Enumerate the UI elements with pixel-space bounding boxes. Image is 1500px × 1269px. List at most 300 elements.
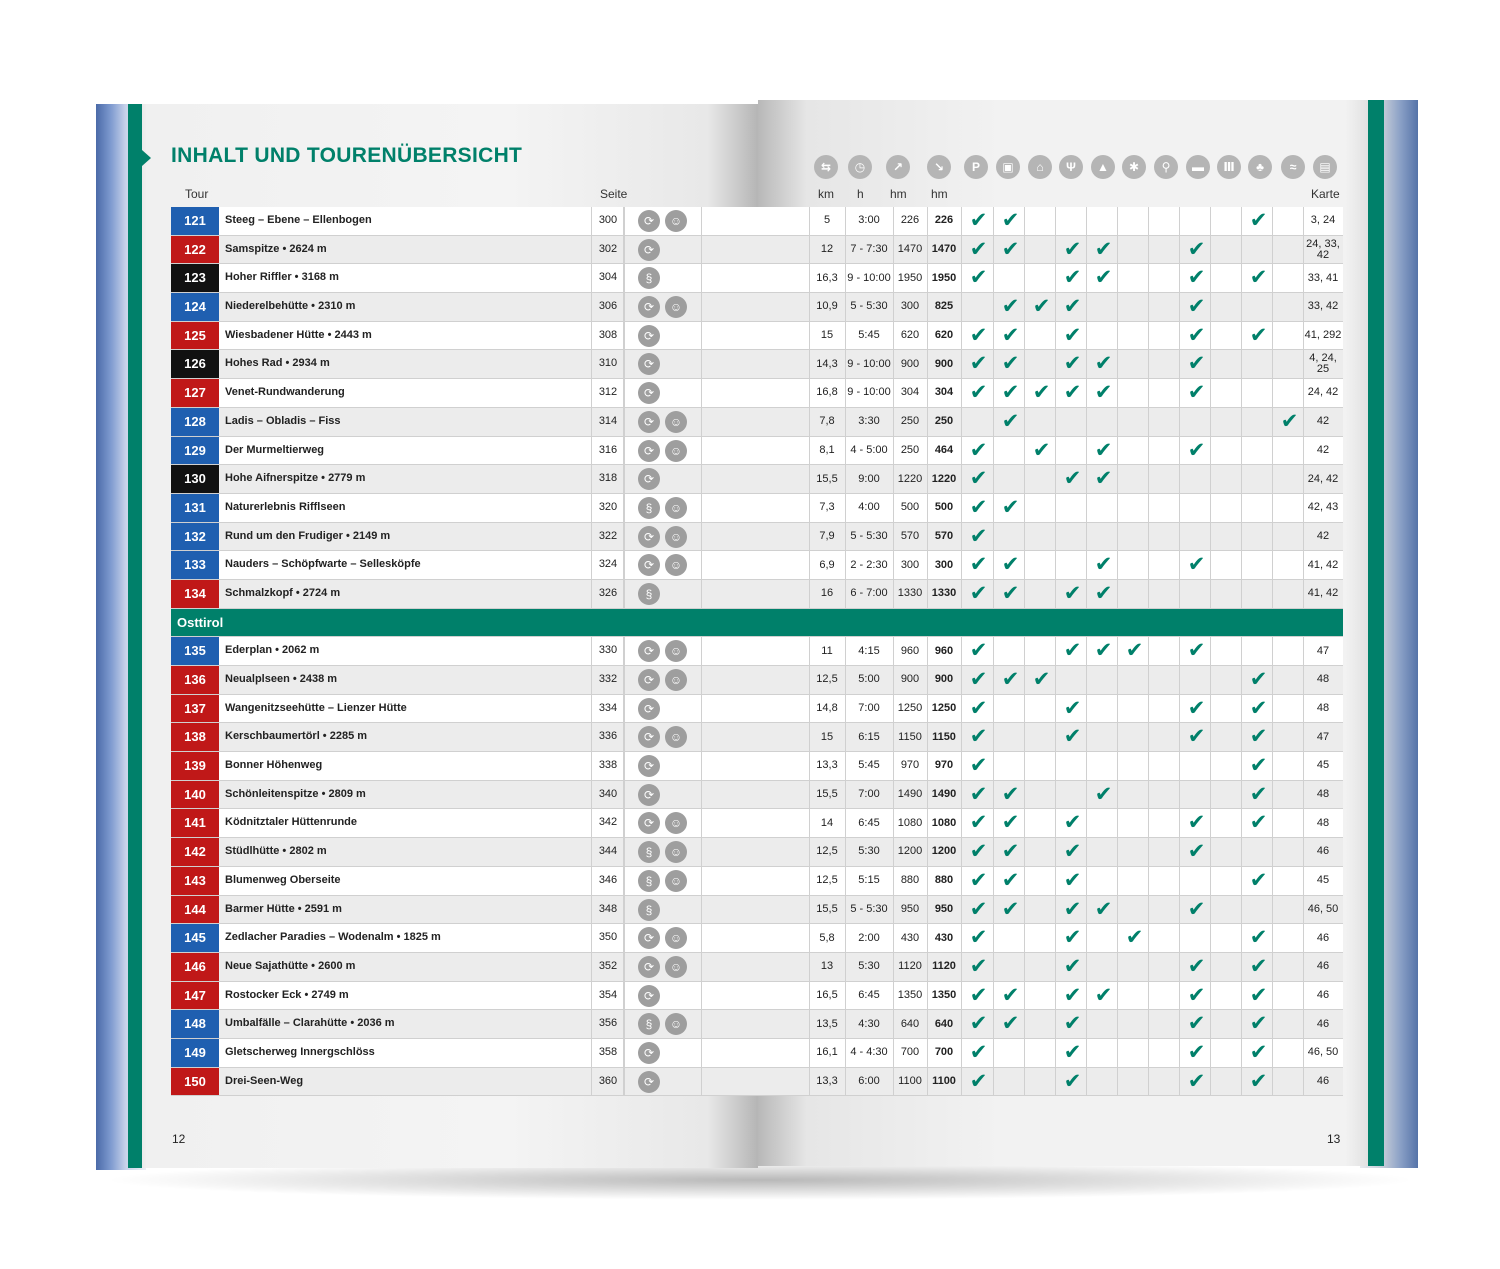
column-divider	[701, 838, 702, 866]
table-row[interactable]	[171, 924, 1343, 953]
circuit-icon: ⟳	[638, 1071, 660, 1093]
column-divider	[1086, 551, 1087, 579]
table-row[interactable]	[171, 322, 1343, 351]
page-ref: 300	[591, 207, 625, 235]
check-icon: ✔	[1032, 438, 1051, 462]
column-divider	[1272, 293, 1273, 321]
tour-name[interactable]: Hohe Aifnerspitze • 2779 m	[225, 472, 366, 485]
tour-name[interactable]: Barmer Hütte • 2591 m	[225, 902, 342, 915]
check-icon: ✔	[1249, 266, 1268, 290]
tour-name[interactable]: Samspitze • 2624 m	[225, 242, 327, 255]
tour-number: 138	[171, 723, 219, 751]
column-divider	[1179, 809, 1180, 837]
tour-number: 126	[171, 350, 219, 378]
column-divider	[1272, 896, 1273, 924]
table-row[interactable]	[171, 437, 1343, 466]
circuit-icon: ⟳	[638, 411, 660, 433]
check-icon: ✔	[1249, 782, 1268, 806]
duration-h: 4:15	[858, 644, 880, 657]
tour-name[interactable]: Neualplseen • 2438 m	[225, 673, 338, 685]
tour-name[interactable]: Nauders – Schöpfwarte – Sellesköpfe	[225, 558, 421, 571]
check-icon: ✔	[969, 524, 988, 548]
column-divider	[1055, 551, 1056, 579]
check-icon: ✔	[969, 954, 988, 978]
distance-km: 13,3	[816, 759, 838, 772]
check-icon: ✔	[1063, 725, 1082, 749]
duration-h: 6:15	[858, 730, 880, 743]
column-divider	[701, 293, 702, 321]
column-divider	[1055, 264, 1056, 292]
column-divider	[1210, 465, 1211, 493]
tour-number: 129	[171, 437, 219, 465]
column-divider	[1148, 781, 1149, 809]
tour-name[interactable]: Drei-Seen-Weg	[225, 1074, 304, 1087]
column-divider	[701, 264, 702, 292]
distance-km: 16,8	[816, 386, 838, 399]
map-ref: 24, 42	[1307, 386, 1339, 399]
column-divider	[1210, 523, 1211, 551]
descent-hm: 1120	[932, 960, 956, 973]
column-divider	[961, 896, 962, 924]
column-divider	[1024, 437, 1025, 465]
page-ref: 338	[591, 752, 625, 780]
column-divider	[1241, 580, 1242, 608]
duration-h: 5 - 5:30	[850, 529, 888, 542]
column-divider	[1179, 1068, 1180, 1096]
column-divider	[961, 264, 962, 292]
descent-hm: 825	[934, 300, 954, 313]
tour-number: 144	[171, 896, 219, 924]
column-divider	[1241, 207, 1242, 235]
map-ref: 48	[1316, 673, 1330, 686]
table-row[interactable]	[171, 781, 1343, 810]
column-divider	[1241, 924, 1242, 952]
tour-name[interactable]: Kerschbaumertörl • 2285 m	[225, 730, 368, 743]
circuit-icon: ⟳	[638, 440, 660, 462]
table-row[interactable]	[171, 723, 1343, 752]
check-icon: ✔	[1187, 323, 1206, 347]
column-divider	[701, 781, 702, 809]
page-number-left: 12	[172, 1132, 186, 1146]
column-divider	[961, 867, 962, 895]
column-divider	[1148, 896, 1149, 924]
tour-name[interactable]: Blumenweg Oberseite	[225, 873, 341, 886]
ascent-hm: 1490	[897, 788, 923, 801]
check-icon: ✔	[1001, 381, 1020, 405]
table-row[interactable]	[171, 1010, 1343, 1039]
column-divider	[1241, 350, 1242, 378]
column-divider	[1148, 809, 1149, 837]
check-icon: ✔	[969, 352, 988, 376]
descent-hm: 880	[934, 874, 954, 887]
check-icon: ✔	[1187, 381, 1206, 405]
ascent-hm: 250	[900, 443, 920, 456]
ascent-hm: 1220	[897, 472, 923, 485]
check-icon: ✔	[1063, 1040, 1082, 1064]
column-divider	[1086, 781, 1087, 809]
table-row[interactable]	[171, 1039, 1343, 1068]
distance-km: 16,5	[816, 988, 838, 1001]
column-divider	[1024, 1068, 1025, 1096]
column-divider	[701, 494, 702, 522]
check-icon: ✔	[969, 467, 988, 491]
check-icon: ✔	[1094, 467, 1113, 491]
table-row[interactable]	[171, 752, 1343, 781]
child-friendly-icon: ☺	[665, 440, 687, 462]
descent-hm: 1250	[931, 702, 957, 715]
table-row[interactable]	[171, 207, 1343, 236]
page-ref: 314	[591, 408, 625, 436]
column-divider	[701, 953, 702, 981]
duration-h: 4:30	[858, 1017, 880, 1030]
duration-h: 5:00	[858, 673, 880, 686]
check-icon: ✔	[1249, 323, 1268, 347]
circuit-icon: ⟳	[638, 812, 660, 834]
column-divider	[1055, 723, 1056, 751]
table-row[interactable]	[171, 551, 1343, 580]
column-divider	[961, 350, 962, 378]
table-row[interactable]	[171, 350, 1343, 379]
title-arrow-icon	[142, 150, 151, 166]
ascent-hm: 304	[900, 386, 920, 399]
ascent-hm: 700	[900, 1046, 920, 1059]
table-row[interactable]	[171, 838, 1343, 867]
table-row[interactable]	[171, 379, 1343, 408]
map-ref: 46	[1316, 1074, 1330, 1087]
tour-name[interactable]: Venet-Rundwanderung	[225, 386, 345, 399]
duration-h: 6:45	[858, 816, 880, 829]
circuit-icon: ⟳	[638, 1042, 660, 1064]
column-divider	[1148, 523, 1149, 551]
column-divider	[1117, 666, 1118, 694]
check-icon: ✔	[1249, 668, 1268, 691]
column-divider	[1055, 637, 1056, 665]
tour-name[interactable]: Schönleitenspitze • 2809 m	[225, 787, 366, 800]
tour-name[interactable]: Naturerlebnis Rifflseen	[225, 500, 346, 513]
column-divider	[1148, 723, 1149, 751]
check-icon: ✔	[1094, 352, 1113, 376]
header-h: h	[857, 187, 864, 201]
tour-number: 148	[171, 1010, 219, 1038]
duration-h: 6:00	[858, 1074, 880, 1087]
column-divider	[1055, 752, 1056, 780]
column-divider	[1241, 236, 1242, 264]
circuit-icon: ⟳	[638, 526, 660, 548]
duration-h: 7:00	[858, 702, 880, 715]
descent-hm: 700	[934, 1046, 954, 1059]
column-divider	[1241, 1039, 1242, 1067]
route-type-icon: §	[638, 870, 660, 892]
column-divider	[701, 207, 702, 235]
table-row[interactable]	[171, 867, 1343, 896]
column-divider	[701, 465, 702, 493]
page-ref: 316	[591, 437, 625, 465]
distance-km: 7,8	[819, 415, 835, 428]
tour-name[interactable]: Der Murmeltierweg	[225, 443, 325, 456]
table-row[interactable]	[171, 637, 1343, 666]
child-friendly-icon: ☺	[665, 812, 687, 834]
duration-h: 9 - 10:00	[847, 357, 891, 370]
tour-name[interactable]: Schmalzkopf • 2724 m	[225, 586, 341, 599]
tour-number: 150	[171, 1068, 219, 1096]
map-ref: 41, 42	[1307, 558, 1339, 571]
column-divider	[1272, 408, 1273, 436]
map-ref: 48	[1316, 702, 1330, 715]
table-row[interactable]	[171, 465, 1343, 494]
map-ref: 33, 41	[1307, 271, 1339, 284]
tour-name[interactable]: Hohes Rad • 2934 m	[225, 357, 330, 370]
column-divider	[1179, 666, 1180, 694]
tour-number: 141	[171, 809, 219, 837]
check-icon: ✔	[969, 581, 988, 605]
duration-h: 5:45	[858, 329, 880, 342]
tour-name[interactable]: Zedlacher Paradies – Wodenalm • 1825 m	[225, 931, 441, 944]
hut-icon: ▲	[1091, 155, 1115, 179]
column-divider	[1179, 322, 1180, 350]
page-ref: 346	[591, 867, 625, 895]
page-ref: 356	[591, 1010, 625, 1038]
descent-hm: 300	[934, 558, 954, 571]
descent-hm: 250	[934, 415, 954, 428]
check-icon: ✔	[1063, 639, 1082, 663]
tour-name[interactable]: Steeg – Ebene – Ellenbogen	[225, 214, 372, 226]
column-divider	[1272, 523, 1273, 551]
column-divider	[1024, 465, 1025, 493]
tour-number: 122	[171, 236, 219, 264]
column-divider	[1024, 752, 1025, 780]
clock-icon: ◷	[848, 155, 872, 179]
column-divider	[1055, 1068, 1056, 1096]
column-divider	[1055, 408, 1056, 436]
table-row[interactable]	[171, 666, 1343, 695]
check-icon: ✔	[1187, 295, 1206, 319]
map-ref: 48	[1316, 788, 1330, 801]
map-ref: 47	[1316, 730, 1330, 743]
table-row[interactable]	[171, 982, 1343, 1011]
tour-name[interactable]: Rund um den Frudiger • 2149 m	[225, 529, 391, 542]
column-divider	[1179, 350, 1180, 378]
table-row[interactable]	[171, 494, 1343, 523]
circuit-icon: ⟳	[638, 382, 660, 404]
check-icon: ✔	[969, 897, 988, 921]
tour-number: 137	[171, 695, 219, 723]
circuit-icon: ⟳	[638, 985, 660, 1007]
check-icon: ✔	[1187, 954, 1206, 978]
column-divider	[1241, 408, 1242, 436]
table-row[interactable]	[171, 523, 1343, 552]
tour-name[interactable]: Wangenitzseehütte – Lienzer Hütte	[225, 701, 407, 714]
column-divider	[1210, 924, 1211, 952]
column-divider	[1117, 838, 1118, 866]
tour-number: 140	[171, 781, 219, 809]
check-icon: ✔	[1001, 495, 1020, 519]
column-divider	[1179, 1039, 1180, 1067]
ascent-hm: 300	[900, 300, 920, 313]
ascent-hm: 500	[900, 501, 920, 514]
check-icon: ✔	[1249, 1012, 1268, 1036]
table-row[interactable]	[171, 264, 1343, 293]
tour-table	[171, 207, 1343, 1096]
ascent-hm: 1250	[897, 702, 923, 715]
descent-hm: 640	[934, 1017, 954, 1030]
column-divider	[1055, 1039, 1056, 1067]
check-icon: ✔	[1063, 926, 1082, 950]
column-divider	[1117, 953, 1118, 981]
column-divider	[1241, 723, 1242, 751]
column-divider	[1272, 580, 1273, 608]
column-divider	[1055, 236, 1056, 264]
check-icon: ✔	[1032, 668, 1051, 691]
check-icon: ✔	[969, 1069, 988, 1093]
tour-number: 121	[171, 207, 219, 235]
column-divider	[1117, 494, 1118, 522]
descent-hm: 1950	[931, 271, 957, 284]
ascent-hm: 1150	[898, 730, 922, 743]
table-row[interactable]	[171, 236, 1343, 265]
check-icon: ✔	[1001, 840, 1020, 864]
section-header-osttirol	[171, 609, 1343, 638]
column-divider	[1086, 666, 1087, 694]
green-band-right	[1368, 100, 1384, 1166]
tour-name[interactable]: Hoher Riffler • 3168 m	[225, 271, 339, 284]
child-friendly-icon: ☺	[665, 927, 687, 949]
circuit-icon: ⟳	[638, 468, 660, 490]
column-divider	[993, 293, 994, 321]
map-ref: 47	[1316, 644, 1330, 657]
check-icon: ✔	[969, 926, 988, 950]
check-icon: ✔	[1187, 352, 1206, 376]
tour-name[interactable]: Ladis – Obladis – Fiss	[225, 414, 341, 427]
table-row[interactable]	[171, 896, 1343, 925]
tour-name[interactable]: Wiesbadener Hütte • 2443 m	[225, 328, 372, 341]
distance-km: 16,1	[816, 1046, 838, 1059]
table-row[interactable]	[171, 408, 1343, 437]
table-row[interactable]	[171, 580, 1343, 609]
table-row[interactable]	[171, 293, 1343, 322]
table-row[interactable]	[171, 809, 1343, 838]
check-icon: ✔	[1001, 983, 1020, 1007]
page-title: INHALT UND TOURENÜBERSICHT	[171, 144, 523, 167]
column-divider	[961, 953, 962, 981]
table-row[interactable]	[171, 695, 1343, 724]
descent-hm: 430	[934, 931, 954, 944]
tour-name[interactable]: Gletscherweg Innergschlöss	[225, 1045, 375, 1058]
column-divider	[1148, 551, 1149, 579]
map-ref: 4, 24, 25	[1309, 352, 1337, 376]
bike-icon: ⚲	[1154, 155, 1178, 179]
map-ref: 33, 42	[1307, 300, 1339, 313]
check-icon: ✔	[1187, 438, 1206, 462]
ascent-hm: 900	[900, 673, 920, 686]
column-divider	[701, 236, 702, 264]
route-type-icon: §	[638, 899, 660, 921]
column-divider	[701, 896, 702, 924]
column-divider	[961, 752, 962, 780]
check-icon: ✔	[1001, 811, 1020, 835]
check-icon: ✔	[1249, 1040, 1268, 1064]
check-icon: ✔	[969, 868, 988, 892]
tour-name[interactable]: Ederplan • 2062 m	[225, 644, 320, 657]
tour-name[interactable]: Umbalfälle – Clarahütte • 2036 m	[225, 1017, 395, 1030]
column-divider	[1117, 293, 1118, 321]
check-icon: ✔	[1249, 754, 1268, 778]
check-icon: ✔	[969, 438, 988, 462]
descent-hm: 1330	[931, 587, 957, 600]
page-ref: 332	[591, 666, 625, 694]
column-divider	[961, 809, 962, 837]
tour-name[interactable]: Bonner Höhenweg	[225, 759, 323, 772]
child-friendly-icon: ☺	[665, 640, 687, 662]
table-row[interactable]	[171, 1068, 1343, 1097]
tour-name[interactable]: Rostocker Eck • 2749 m	[225, 988, 349, 1001]
check-icon: ✔	[1063, 467, 1082, 491]
tour-name[interactable]: Ködnitztaler Hüttenrunde	[225, 816, 357, 829]
route-type-icon: §	[638, 267, 660, 289]
column-divider	[1179, 523, 1180, 551]
page-ref: 334	[591, 695, 625, 723]
descent-hm: 900	[934, 357, 954, 370]
descent-hm: 1220	[931, 472, 957, 485]
column-divider	[1148, 465, 1149, 493]
check-icon: ✔	[1280, 409, 1299, 433]
bed-icon: ▬	[1186, 155, 1210, 179]
column-divider	[961, 838, 962, 866]
tour-name[interactable]: Niederelbehütte • 2310 m	[225, 300, 356, 313]
column-divider	[1179, 379, 1180, 407]
distance-km: 15,5	[816, 902, 838, 915]
child-friendly-icon: ☺	[665, 411, 687, 433]
map-ref: 42, 43	[1307, 501, 1339, 514]
descent-hm: 1080	[931, 816, 957, 829]
page-ref: 320	[591, 494, 625, 522]
map-ref: 46, 50	[1307, 1046, 1339, 1059]
ascent-hm: 1100	[898, 1074, 922, 1087]
tour-name[interactable]: Neue Sajathütte • 2600 m	[225, 959, 356, 972]
column-divider	[1055, 982, 1056, 1010]
check-icon: ✔	[1063, 868, 1082, 892]
tour-number: 130	[171, 465, 219, 493]
column-divider	[1179, 723, 1180, 751]
route-type-icon: §	[638, 583, 660, 605]
tour-name[interactable]: Stüdlhütte • 2802 m	[225, 845, 327, 858]
column-divider	[1179, 982, 1180, 1010]
page-ref: 336	[591, 723, 625, 751]
column-divider	[1272, 236, 1273, 264]
check-icon: ✔	[1063, 381, 1082, 405]
check-icon: ✔	[1249, 209, 1268, 232]
column-divider	[701, 322, 702, 350]
tour-number: 132	[171, 523, 219, 551]
check-icon: ✔	[969, 209, 988, 232]
check-icon: ✔	[1187, 840, 1206, 864]
column-divider	[1086, 207, 1087, 235]
column-divider	[1241, 523, 1242, 551]
distance-km: 7,9	[819, 529, 835, 542]
check-icon: ✔	[1187, 1012, 1206, 1036]
check-icon: ✔	[1001, 323, 1020, 347]
page-ref: 342	[591, 809, 625, 837]
distance-km: 16,3	[816, 271, 838, 284]
route-type-icon: §	[638, 841, 660, 863]
check-icon: ✔	[1094, 237, 1113, 261]
swimming-icon: ≈	[1281, 155, 1305, 179]
route-type-icon: §	[638, 1013, 660, 1035]
check-icon: ✔	[1063, 811, 1082, 835]
check-icon: ✔	[969, 983, 988, 1007]
table-row[interactable]	[171, 953, 1343, 982]
column-divider	[1117, 752, 1118, 780]
column-divider	[961, 322, 962, 350]
